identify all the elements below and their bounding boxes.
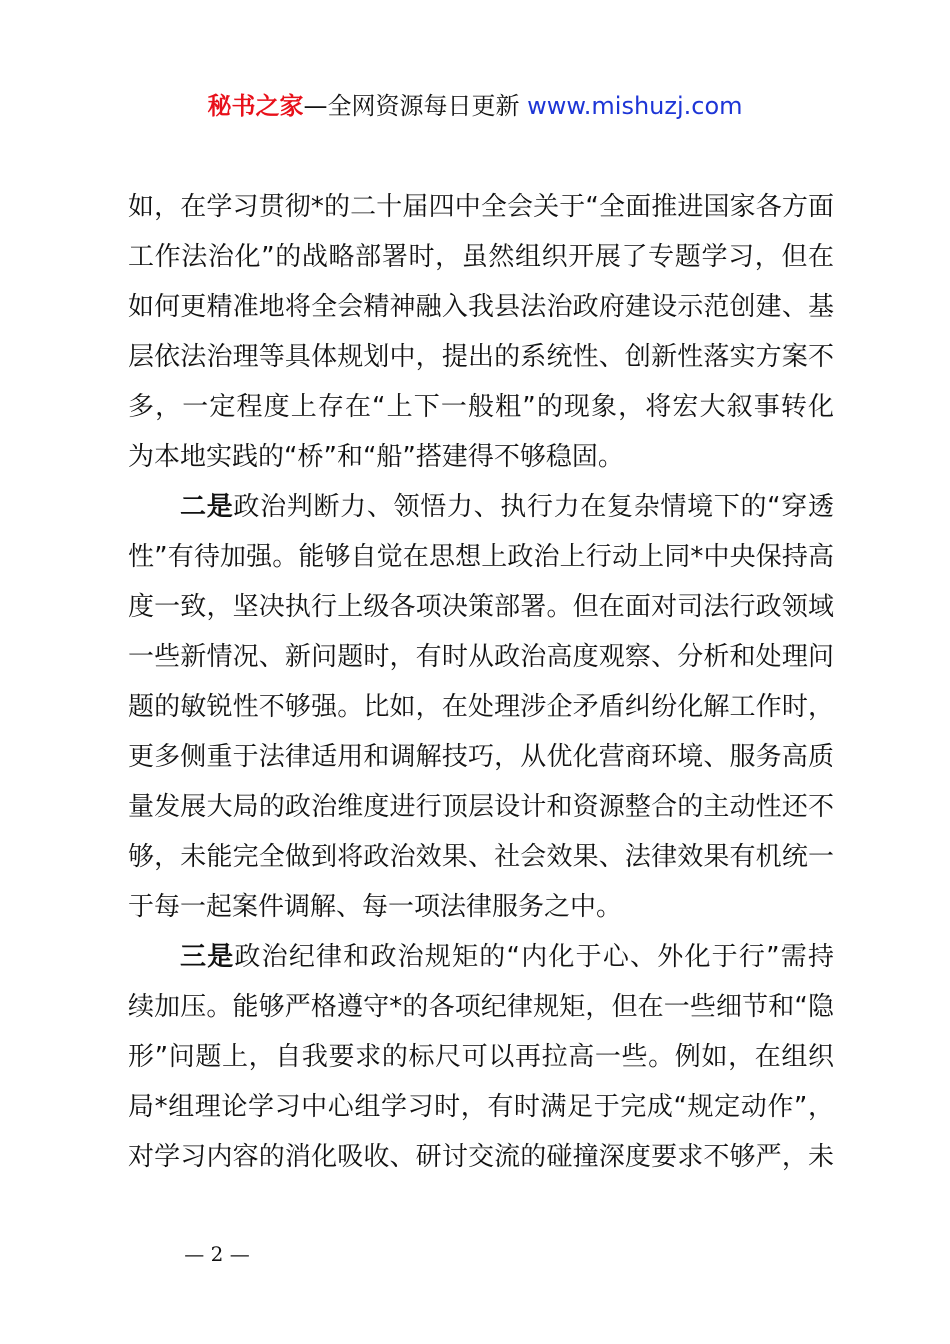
text-line: 更多侧重于法律适用和调解技巧，从优化营商环境、服务高质 [128,742,834,772]
text-line: 度一致，坚决执行上级各项决策部署。但在面对司法行政领域 [128,592,834,622]
text-line: 局*组理论学习中心组学习时，有时满足于完成“规定动作”， [128,1092,834,1122]
site-header [0,86,950,126]
text-line: 够，未能完全做到将政治效果、社会效果、法律效果有机统一 [128,842,834,872]
text-line: 如何更精准地将全会精神融入我县法治政府建设示范创建、基 [128,292,834,322]
text-line: 形”问题上，自我要求的标尺可以再拉高一些。例如，在组织 [128,1042,834,1072]
paragraph [128,932,834,1182]
brand-name: 秘书之家 [207,92,304,120]
text-line: 层依法治理等具体规划中，提出的系统性、创新性落实方案不 [128,342,834,372]
text-line: 工作法治化”的战略部署时，虽然组织开展了专题学习，但在 [128,242,834,272]
text-line: 于每一起案件调解、每一项法律服务之中。 [128,892,623,922]
text-line: 题的敏锐性不够强。比如，在处理涉企矛盾纠纷化解工作时， [128,692,834,722]
text-line: 量发展大局的政治维度进行顶层设计和资源整合的主动性还不 [128,792,834,822]
text-line: 为本地实践的“桥”和“船”搭建得不够稳固。 [128,442,624,472]
paragraph-first-line-text: 政治判断力、领悟力、执行力在复杂情境下的“穿透 [233,492,834,522]
text-line: 性”有待加强。能够自觉在思想上政治上行动上同*中央保持高 [128,542,834,572]
text-line: 续加压。能够严格遵守*的各项纪律规矩，但在一些细节和“隐 [128,992,834,1022]
document-body [128,182,834,1182]
paragraph-first-line-text: 政治纪律和政治规矩的“内化于心、外化于行”需持 [234,942,834,972]
page-number: — 2 — [184,1242,250,1266]
paragraph-lead: 三是 [180,942,235,972]
text-line: 如，在学习贯彻*的二十届四中全会关于“全面推进国家各方面 [128,192,834,222]
header-slogan: —全网资源每日更新 [303,92,520,120]
paragraph-lead: 二是 [180,492,234,522]
text-line [128,932,834,982]
site-url-link[interactable]: www.mishuzj.com [527,92,743,120]
text-line: 对学习内容的消化吸收、研讨交流的碰撞深度要求不够严，未 [128,1142,834,1172]
text-line: 多，一定程度上存在“上下一般粗”的现象，将宏大叙事转化 [128,392,834,422]
paragraph [128,482,834,932]
text-line [128,482,834,532]
text-line: 一些新情况、新问题时，有时从政治高度观察、分析和处理问 [128,642,834,672]
paragraph [128,182,834,482]
